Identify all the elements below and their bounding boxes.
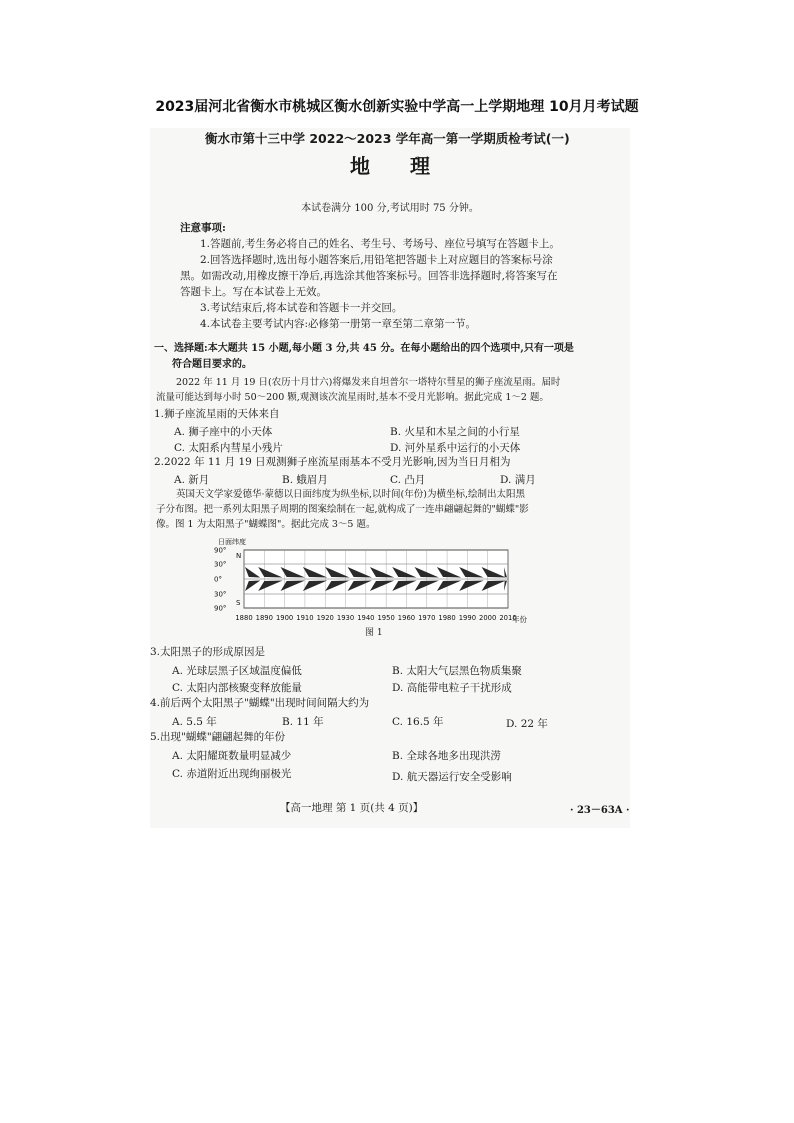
year-tick-label: 1980 (438, 614, 456, 622)
section-heading-line-2: 符合题目要求的。 (172, 359, 252, 370)
exam-subject: 地理 (350, 154, 470, 178)
year-tick-label: 1940 (357, 614, 375, 622)
note-item-2-line-1: 2.回答选择题时,选出每小题答案后,用铅笔把答题卡上对应题目的答案标号涂 (200, 254, 553, 266)
passage-1-line-1: 2022 年 11 月 19 日(农历十月廿六)将爆发来自坦普尔一塔特尔彗星的狮子座流星雨。届时 (176, 377, 561, 388)
scanned-exam-page (150, 128, 630, 828)
figure-y-label: 日面纬度 (218, 538, 246, 546)
lat-label: 30° (214, 560, 227, 569)
question-3-option-d: D. 高能带电粒子干扰形成 (392, 682, 512, 694)
question-2-option-b: B. 蛾眉月 (282, 474, 328, 486)
page-footer: 【高一地理 第 1 页(共 4 页)】 (280, 802, 424, 814)
figure-x-label: 年份 (512, 615, 527, 624)
question-4-stem: 4.前后两个太阳黑子"蝴蝶"出现时间间隔大约为 (150, 697, 370, 709)
question-5-stem: 5.出现"蝴蝶"翩翩起舞的年份 (150, 731, 286, 743)
year-tick-label: 2000 (479, 614, 497, 622)
year-tick-label: 1960 (397, 614, 416, 622)
question-1-option-b: B. 火星和木星之间的小行星 (390, 426, 520, 438)
lat-label: 30° (214, 590, 227, 599)
passage-1-line-2: 流量可能达到每小时 50～200 颗,观测该次流星雨时,基本不受月光影响。据此完成 1～2 题。 (156, 392, 549, 403)
notes-title: 注意事项: (180, 222, 226, 234)
year-tick-label: 1920 (316, 614, 334, 622)
document-title: 2023届河北省衡水市桃城区衡水创新实验中学高一上学期地理 10月月考试题 (155, 99, 639, 115)
question-2-stem: 2.2022 年 11 月 19 日观测狮子座流星雨基本不受月光影响,因为当日月相为 (154, 456, 511, 468)
year-tick-label: 1970 (418, 614, 436, 622)
question-4-option-c: C. 16.5 年 (392, 716, 444, 728)
question-5-option-d: D. 航天器运行安全受影响 (392, 771, 512, 783)
question-1-option-a: A. 狮子座中的小天体 (174, 426, 273, 438)
hemisphere-label-s: S (236, 599, 241, 607)
year-tick-label: 1930 (336, 614, 355, 622)
note-item-4: 4.本试卷主要考试内容:必修第一册第一章至第二章第一节。 (200, 318, 477, 330)
question-5-option-c: C. 赤道附近出现绚丽极光 (172, 768, 292, 780)
year-tick-label: 1990 (458, 614, 477, 622)
hemisphere-label-n: N (236, 552, 242, 560)
lat-label: 0° (214, 575, 222, 584)
lat-label: 90° (214, 546, 227, 555)
sunspot-butterfly-figure (210, 536, 570, 630)
question-3-stem: 3.太阳黑子的形成原因是 (150, 646, 266, 658)
question-5-option-b: B. 全球各地多出现洪涝 (392, 750, 501, 762)
butterfly-diagram (210, 536, 570, 626)
year-tick-label: 2010 (499, 614, 517, 622)
question-3-option-b: B. 太阳大气层黑色物质集聚 (392, 665, 522, 677)
year-tick-label: 1880 (235, 614, 253, 622)
score-line: 本试卷满分 100 分,考试用时 75 分钟。 (301, 203, 479, 214)
question-2-option-a: A. 新月 (174, 474, 210, 486)
question-1-option-c: C. 太阳系内彗星小残片 (174, 442, 283, 454)
exam-header: 衡水市第十三中学 2022～2023 学年高一第一学期质检考试(一) (205, 131, 570, 146)
question-4-option-b: B. 11 年 (282, 716, 324, 728)
question-2-option-d: D. 满月 (500, 474, 536, 486)
note-item-2-line-3: 答题卡上。写在本试卷上无效。 (180, 286, 327, 298)
passage-2-line-3: 像。图 1 为太阳黑子"蝴蝶图"。据此完成 3～5 题。 (156, 519, 376, 530)
question-4-option-d: D. 22 年 (506, 718, 548, 730)
note-item-1: 1.答题前,考生务必将自己的姓名、考生号、考场号、座位号填写在答题卡上。 (200, 238, 560, 250)
note-item-3: 3.考试结束后,将本试卷和答题卡一并交回。 (200, 302, 403, 314)
year-tick-label: 1910 (296, 614, 314, 622)
lat-label: 90° (214, 604, 227, 613)
year-tick-label: 1890 (255, 614, 273, 622)
section-heading-line-1: 一、选择题:本大题共 15 小题,每小题 3 分,共 45 分。在每小题给出的四个选项中,只有一项是 (154, 343, 574, 354)
figure-caption: 图 1 (365, 628, 383, 638)
question-4-option-a: A. 5.5 年 (172, 716, 217, 728)
note-item-2-line-2: 黑。如需改动,用橡皮擦干净后,再选涂其他答案标号。回答非选择题时,将答案写在 (180, 270, 558, 282)
question-3-option-a: A. 光球层黑子区域温度偏低 (172, 665, 302, 677)
exam-code: · 23－63A · (570, 805, 630, 816)
passage-2-line-2: 子分布图。把一系列太阳黑子周期的图案绘制在一起,就构成了一连串翩翩起舞的"蝴蝶"影 (156, 504, 529, 515)
passage-2-line-1: 英国天文学家爱德华·蒙德以日面纬度为纵坐标,以时间(年份)为横坐标,绘制出太阳黑 (176, 489, 525, 500)
year-tick-label: 1950 (377, 614, 395, 622)
question-5-option-a: A. 太阳耀斑数量明显减少 (172, 750, 292, 762)
year-tick-label: 1900 (275, 614, 294, 622)
question-3-option-c: C. 太阳内部核聚变释放能量 (172, 682, 302, 694)
question-1-option-d: D. 河外星系中运行的小天体 (390, 442, 521, 454)
question-2-option-c: C. 凸月 (390, 474, 426, 486)
question-1-stem: 1.狮子座流星雨的天体来自 (154, 408, 280, 420)
